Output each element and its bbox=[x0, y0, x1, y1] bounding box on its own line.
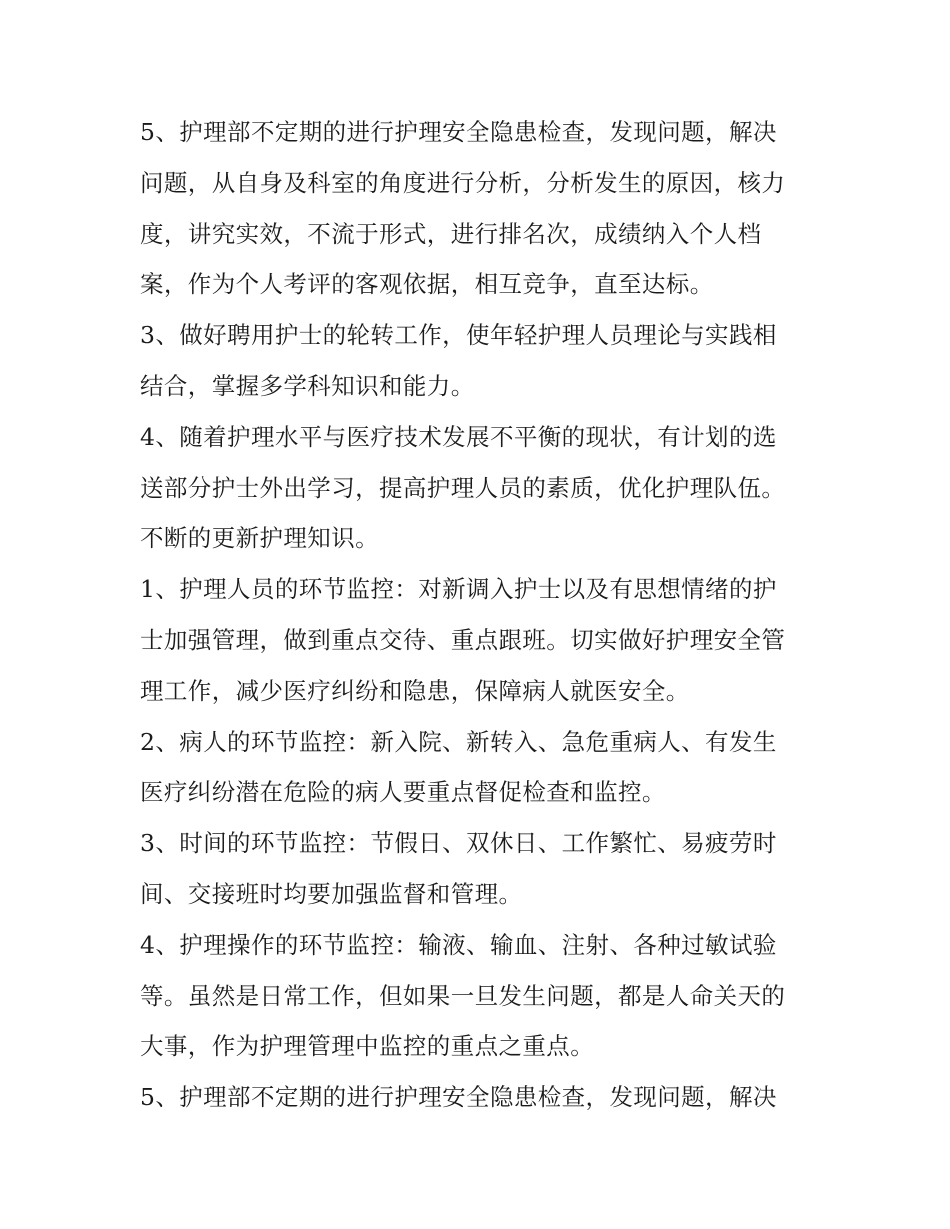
paragraph-6 bbox=[140, 818, 820, 920]
text-line: 4、护理操作的环节监控：输液、输血、注射、各种过敏试验 bbox=[140, 930, 777, 959]
text-line: 度，讲究实效，不流于形式，进行排名次，成绩纳入个人档 bbox=[140, 219, 762, 248]
paragraph-4 bbox=[140, 564, 820, 716]
text-line: 结合，掌握多学科知识和能力。 bbox=[140, 371, 475, 400]
text-line: 士加强管理，做到重点交待、重点跟班。切实做好护理安全管 bbox=[140, 625, 786, 654]
paragraph-2 bbox=[140, 310, 820, 412]
text-line: 理工作，减少医疗纠纷和隐患，保障病人就医安全。 bbox=[140, 676, 690, 705]
text-line: 3、时间的环节监控：节假日、双休日、工作繁忙、易疲劳时 bbox=[140, 829, 777, 858]
document-body bbox=[140, 107, 820, 1123]
text-line: 等。虽然是日常工作，但如果一旦发生问题，都是人命关天的 bbox=[140, 981, 786, 1010]
text-line: 4、随着护理水平与医疗技术发展不平衡的现状，有计划的选 bbox=[140, 422, 777, 451]
text-line: 3、做好聘用护士的轮转工作，使年轻护理人员理论与实践相 bbox=[140, 321, 777, 350]
text-line: 案，作为个人考评的客观依据，相互竞争，直至达标。 bbox=[140, 270, 714, 299]
paragraph-8 bbox=[140, 1072, 820, 1123]
text-line: 1、护理人员的环节监控：对新调入护士以及有思想情绪的护 bbox=[140, 575, 777, 604]
paragraph-1 bbox=[140, 107, 820, 310]
text-line: 医疗纠纷潜在危险的病人要重点督促检查和监控。 bbox=[140, 778, 666, 807]
text-line: 2、病人的环节监控：新入院、新转入、急危重病人、有发生 bbox=[140, 727, 777, 756]
text-line: 不断的更新护理知识。 bbox=[140, 524, 379, 553]
paragraph-3 bbox=[140, 412, 820, 564]
text-line: 问题，从自身及科室的角度进行分析，分析发生的原因，核力 bbox=[140, 168, 786, 197]
text-line: 间、交接班时均要加强监督和管理。 bbox=[140, 879, 523, 908]
text-line: 5、护理部不定期的进行护理安全隐患检查，发现问题，解决 bbox=[140, 118, 777, 146]
text-line: 大事，作为护理管理中监控的重点之重点。 bbox=[140, 1032, 595, 1061]
text-line: 送部分护士外出学习，提高护理人员的素质，优化护理队伍。 bbox=[140, 473, 786, 502]
text-line: 5、护理部不定期的进行护理安全隐患检查，发现问题，解决 bbox=[140, 1083, 777, 1112]
paragraph-7 bbox=[140, 920, 820, 1072]
paragraph-5 bbox=[140, 717, 820, 819]
